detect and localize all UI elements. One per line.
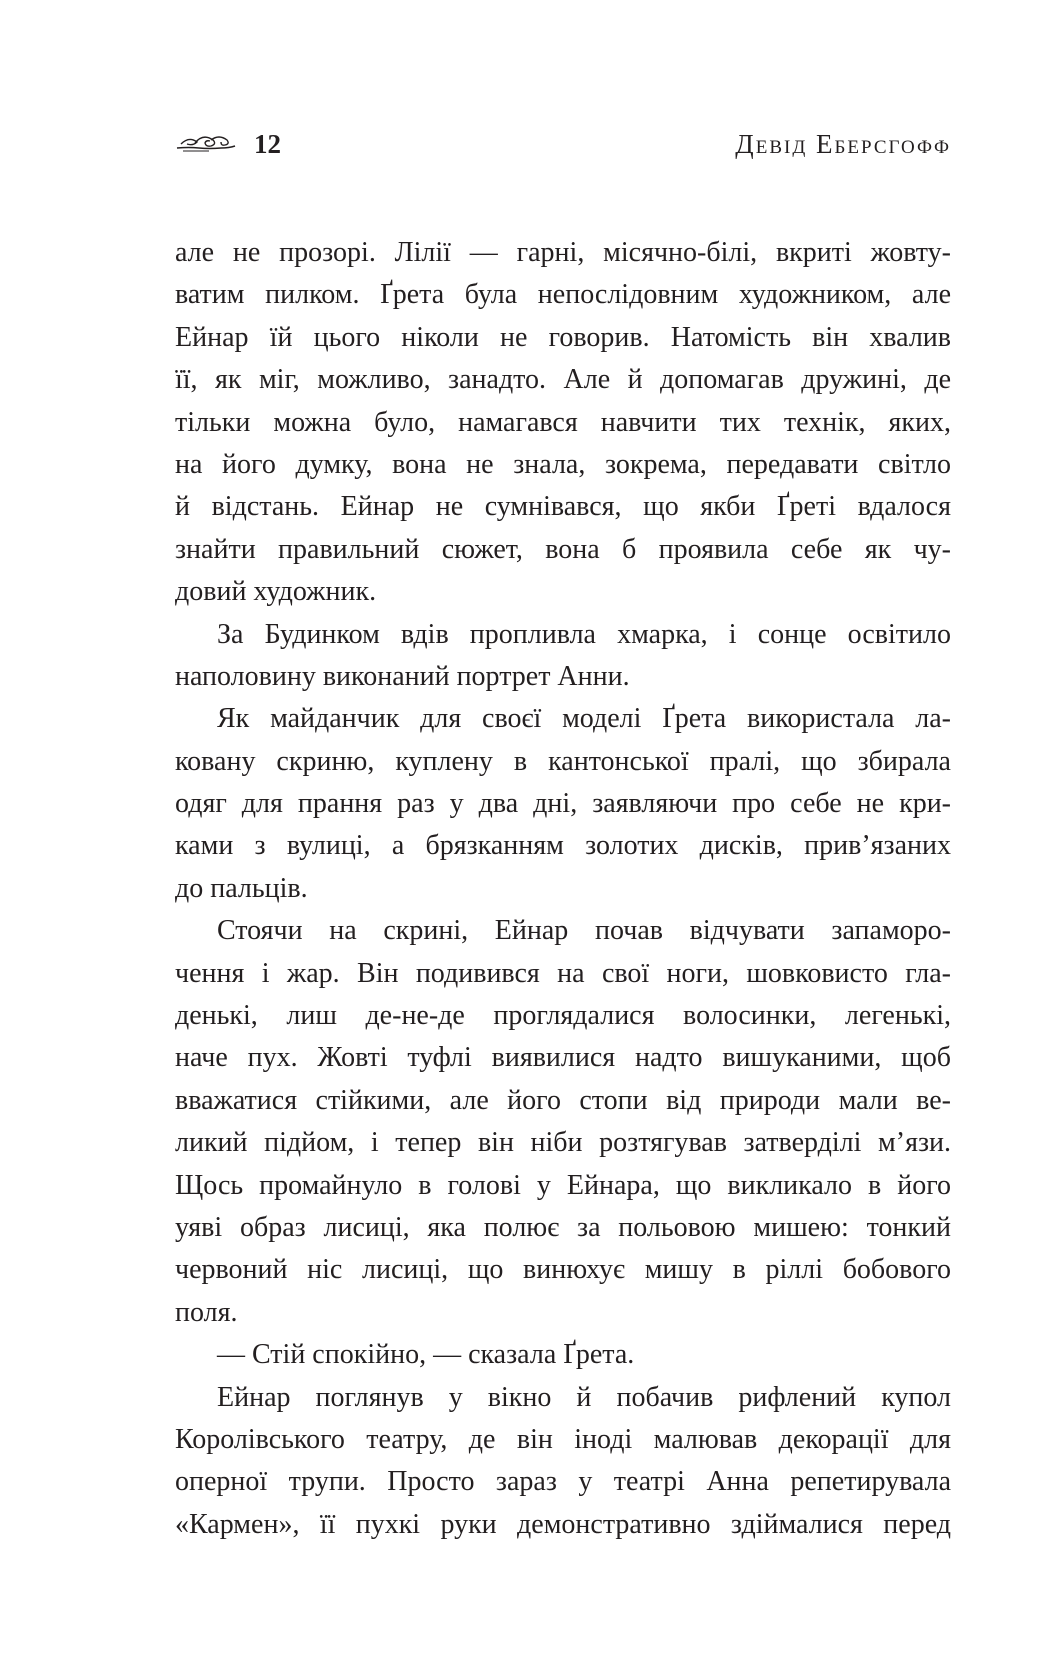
- text-line: до пальців.: [175, 872, 308, 904]
- text-line: Стоячи на скрині, Ейнар почав відчувати запаморо-: [217, 915, 951, 947]
- running-head: Девід Еберсгофф: [735, 129, 951, 159]
- text-line: уяві образ лисиці, яка полює за польовою мишею: тонкий: [175, 1211, 951, 1243]
- text-line: наче пух. Жовті туфлі виявилися надто вишуканими, щоб: [175, 1042, 951, 1074]
- text-line: вважатися стійкими, але його стопи від природи мали ве-: [175, 1084, 951, 1116]
- page-header: [175, 128, 951, 168]
- text-line: на його думку, вона не знала, зокрема, передавати світло: [175, 448, 951, 480]
- page-number: 12: [254, 129, 281, 159]
- text-line: денькі, лиш де-не-де проглядалися волосинки, легенькі,: [175, 1000, 951, 1032]
- text-line: — Стій спокійно, — сказала Ґрета.: [217, 1339, 635, 1371]
- text-line: знайти правильний сюжет, вона б проявила себе як чу-: [175, 533, 951, 565]
- text-line: Ейнар поглянув у вікно й побачив рифлений купол: [217, 1381, 951, 1413]
- text-line: ками з вулиці, а брязканням золотих дисків, прив’язаних: [175, 830, 951, 862]
- text-line: Як майданчик для своєї моделі Ґрета використала ла-: [217, 703, 951, 735]
- text-line: ватим пилком. Ґрета була непослідовним художником, але: [175, 279, 951, 311]
- text-line: але не прозорі. Лілії — гарні, місячно-білі, вкриті жовту-: [175, 237, 951, 268]
- text-line: довий художник.: [175, 576, 377, 608]
- text-line: Щось промайнуло в голові у Ейнара, що викликало в його: [175, 1169, 951, 1201]
- text-line: червоний ніс лисиці, що винюхує мишу в ріллі бобового: [175, 1254, 951, 1286]
- text-line: За Будинком вдів пропливла хмарка, і сонце освітило: [217, 618, 951, 650]
- text-line: «Кармен», її пухкі руки демонстративно здіймалися перед: [175, 1508, 951, 1540]
- text-line: й відстань. Ейнар не сумнівався, що якби Ґреті вдалося: [175, 491, 951, 523]
- text-line: ликий підйом, і тепер він ніби розтягував затверділі м’язи.: [175, 1127, 951, 1159]
- text-line: одяг для прання раз у два дні, заявляючи про себе не кри-: [175, 788, 951, 820]
- text-line: наполовину виконаний портрет Анни.: [175, 660, 630, 692]
- text-line: ковану скриню, куплену в кантонської пралі, що збирала: [175, 745, 951, 777]
- text-line: чення і жар. Він подивився на свої ноги, шовковисто гла-: [175, 957, 951, 989]
- wave-ornament-icon: [175, 130, 237, 154]
- text-line: оперної трупи. Просто зараз у театрі Анна репетирувала: [175, 1466, 951, 1498]
- text-line: її, як міг, можливо, занадто. Але й допомагав дружині, де: [175, 364, 951, 396]
- text-line: тільки можна було, намагався навчити тих технік, яких,: [175, 406, 951, 438]
- text-line: Ейнар їй цього ніколи не говорив. Натомість він хвалив: [175, 321, 951, 353]
- text-line: Королівського театру, де він іноді малював декорації для: [175, 1423, 951, 1455]
- text-line: поля.: [175, 1296, 238, 1328]
- body-text: [175, 232, 951, 1546]
